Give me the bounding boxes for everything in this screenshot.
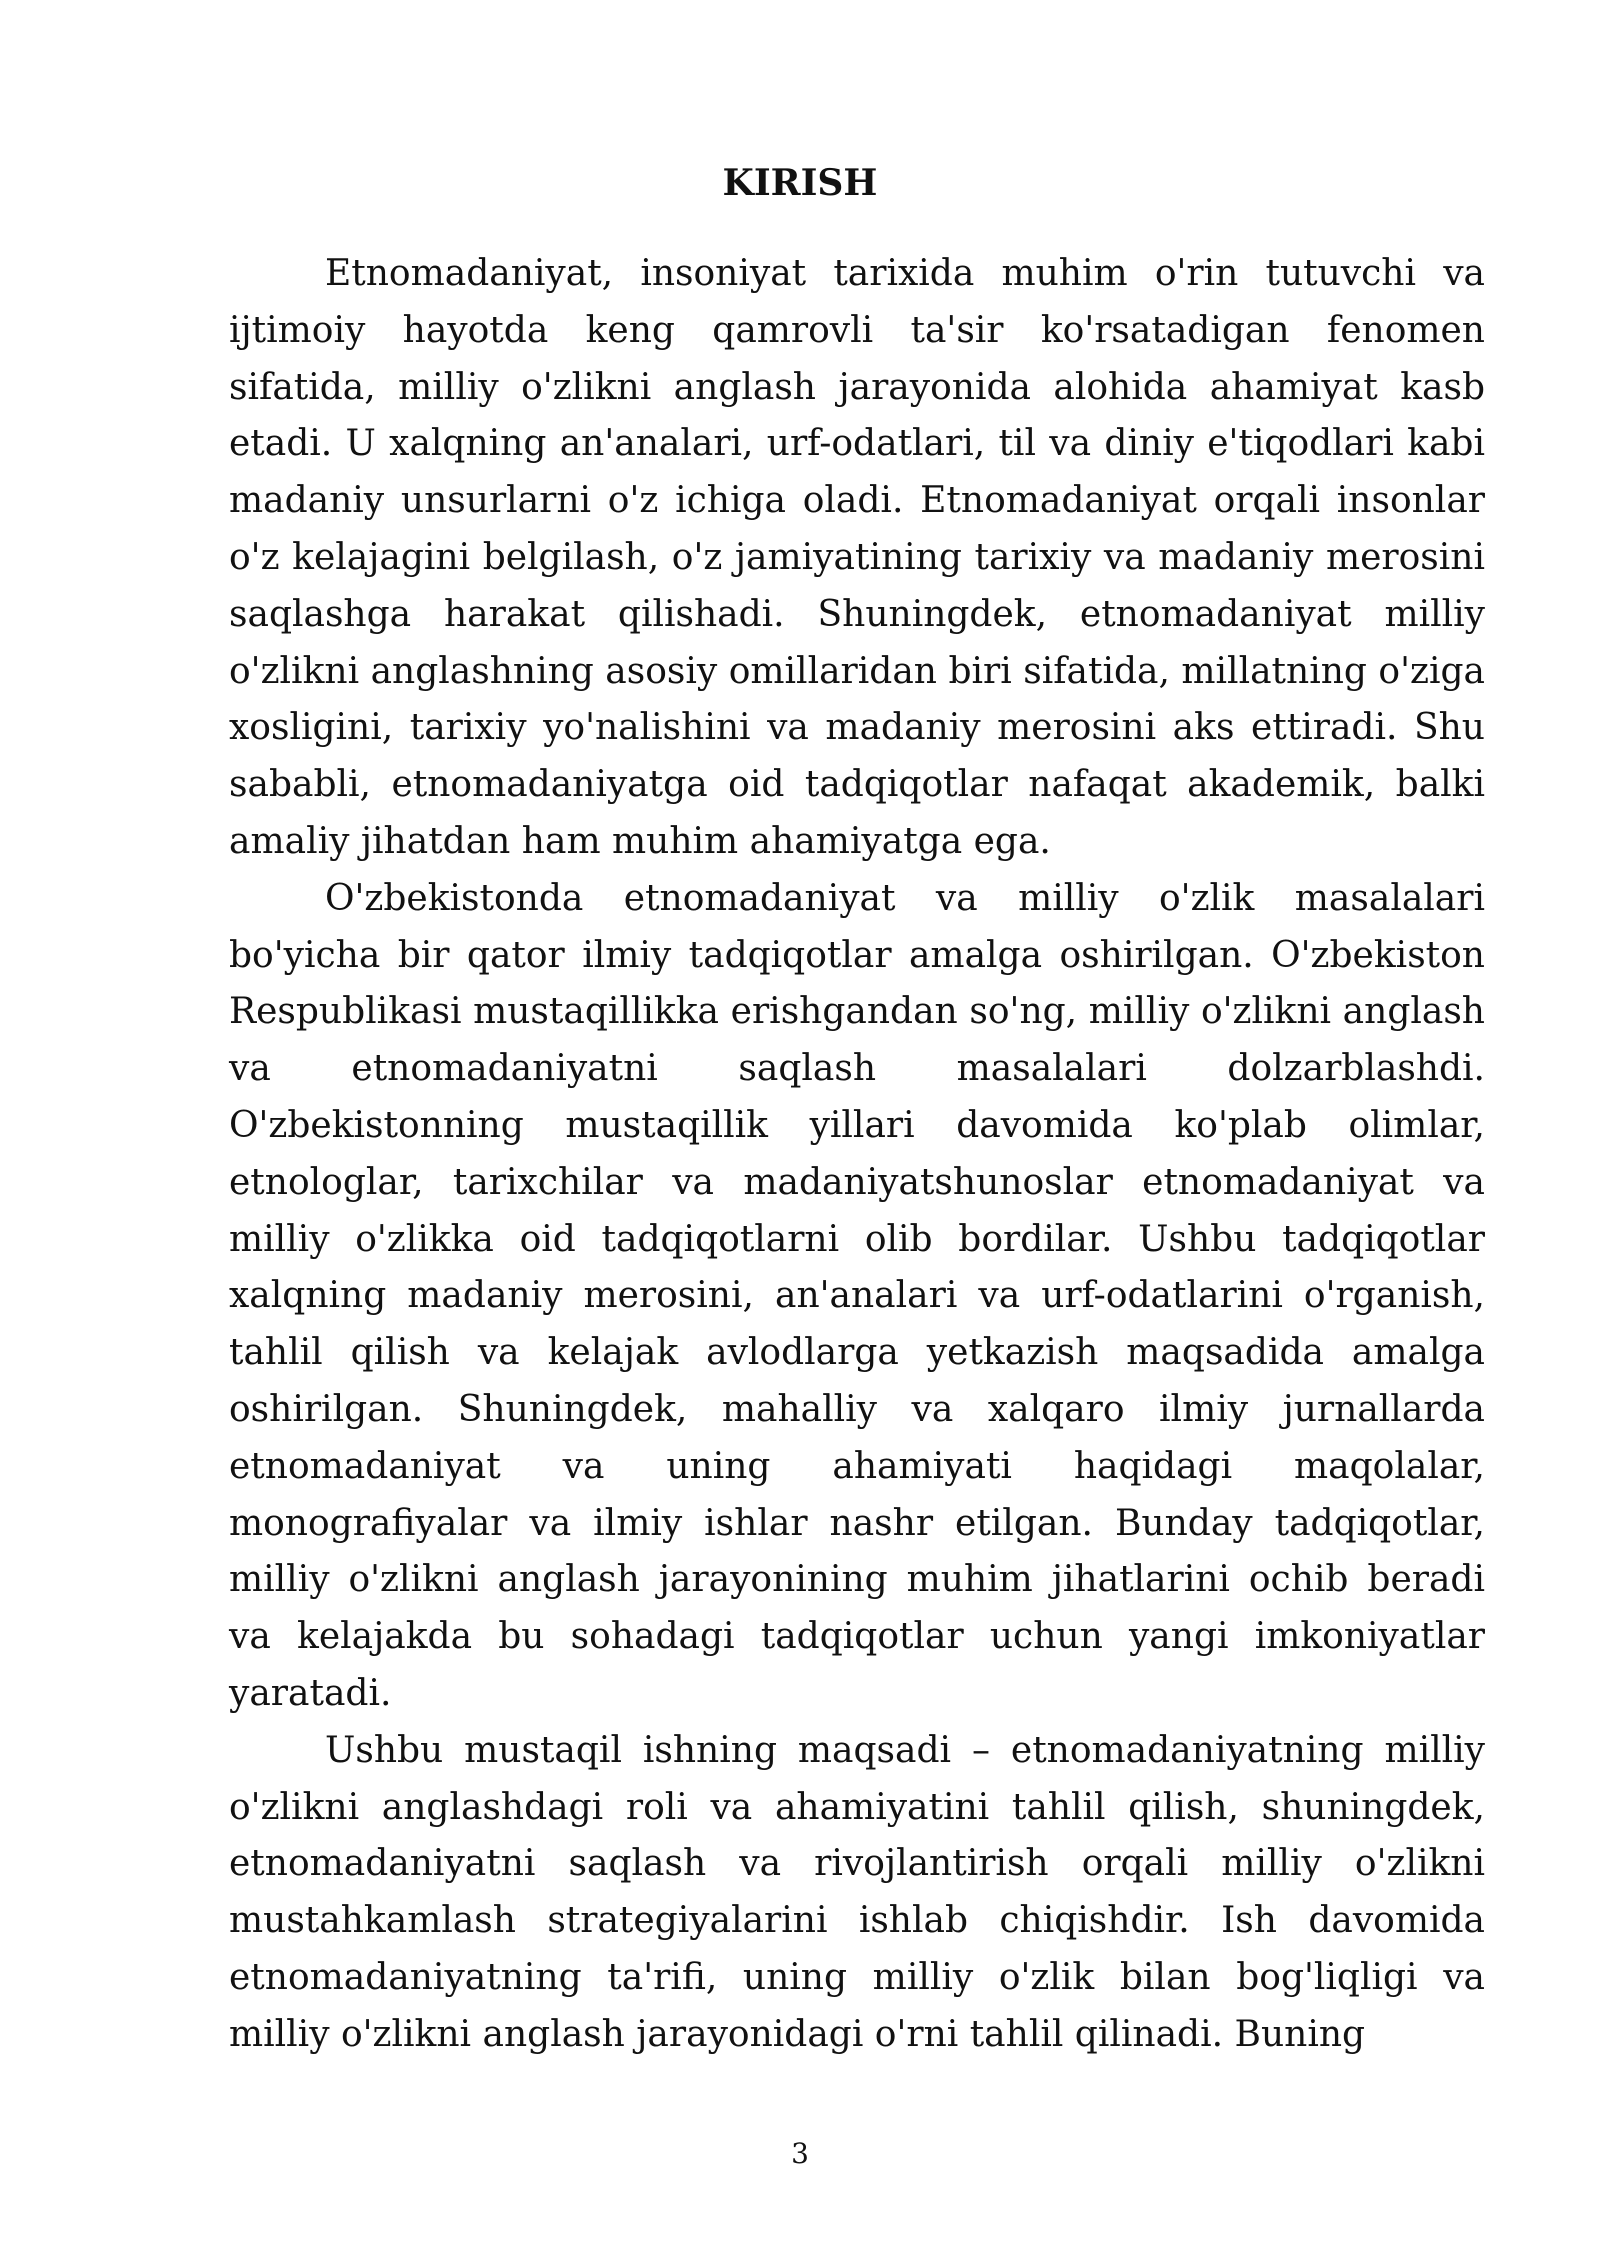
page-heading: KIRISH	[722, 162, 878, 204]
body-text	[229, 246, 1485, 2064]
paragraph-3: Ushbu mustaqil ishning maqsadi – etnomadaniyatning milliy o'zlikni anglashdagi roli va ahamiyatini tahlil qilish, shuningdek, etnomadaniyatni saqlash va rivojlantirish orqali milliy o'zlikni mustahkamlash strategiyalarini ishlab chiqishdir. Ish davomida etnomadaniyatning ta'rifi, uning milliy o'zlik bilan bog'liqligi va milliy o'zlikni anglash jarayonidagi o'rni tahlil qilinadi. Buning	[229, 1729, 1485, 2055]
paragraph-1: Etnomadaniyat, insoniyat tarixida muhim o'rin tutuvchi va ijtimoiy hayotda keng qamrovli ta'sir ko'rsatadigan fenomen sifatida, milliy o'zlikni anglash jarayonida alohida ahamiyat kasb etadi. U xalqning an'analari, urf-odatlari, til va diniy e'tiqodlari kabi madaniy unsurlarni o'z ichiga oladi. Etnomadaniyat orqali insonlar o'z kelajagini belgilash, o'z jamiyatining tarixiy va madaniy merosini saqlashga harakat qilishadi. Shuningdek, etnomadaniyat milliy o'zlikni anglashning asosiy omillaridan biri sifatida, millatning o'ziga xosligini, tarixiy yo'nalishini va madaniy merosini aks ettiradi. Shu sababli, etnomadaniyatga oid tadqiqotlar nafaqat akademik, balki amaliy jihatdan ham muhim ahamiyatga ega.	[229, 253, 1485, 862]
page-number: 3	[791, 2137, 809, 2170]
paragraph-2: O'zbekistonda etnomadaniyat va milliy o'zlik masalalari bo'yicha bir qator ilmiy tadqiqotlar amalga oshirilgan. O'zbekiston Respublikasi mustaqillikka erishgandan so'ng, milliy o'zlikni anglash va etnomadaniyatni saqlash masalalari dolzarblashdi. O'zbekistonning mustaqillik yillari davomida ko'plab olimlar, etnologlar, tarixchilar va madaniyatshunoslar etnomadaniyat va milliy o'zlikka oid tadqiqotlarni olib bordilar. Ushbu tadqiqotlar xalqning madaniy merosini, an'analari va urf-odatlarini o'rganish, tahlil qilish va kelajak avlodlarga yetkazish maqsadida amalga oshirilgan. Shuningdek, mahalliy va xalqaro ilmiy jurnallarda etnomadaniyat va uning ahamiyati haqidagi maqolalar, monografiyalar va ilmiy ishlar nashr etilgan. Bunday tadqiqotlar, milliy o'zlikni anglash jarayonining muhim jihatlarini ochib beradi va kelajakda bu sohadagi tadqiqotlar uchun yangi imkoniyatlar yaratadi.	[229, 877, 1485, 1714]
